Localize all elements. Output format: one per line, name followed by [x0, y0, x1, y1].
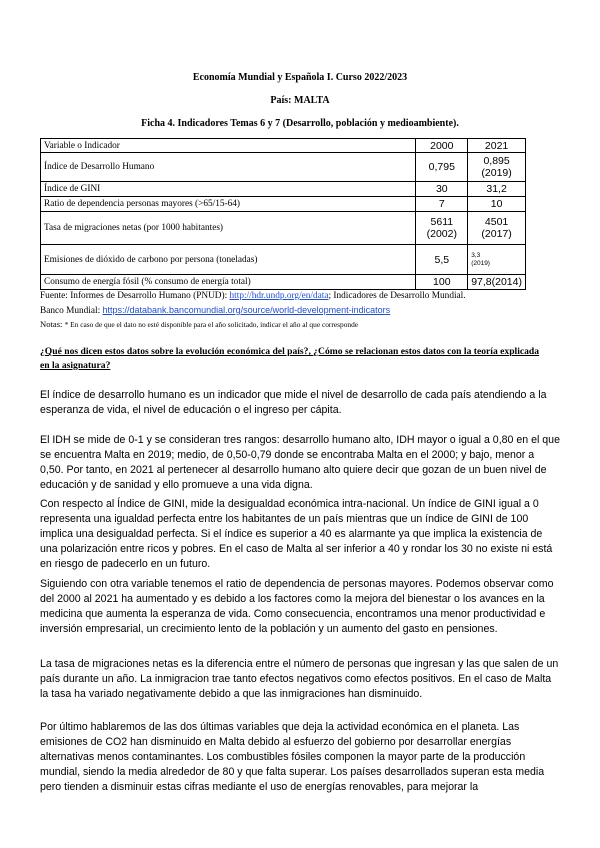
cell-2021	[468, 212, 526, 245]
paragraph: Por último hablaremos de las dos últimas variables que deja la actividad económica en el planeta. Las emisiones de CO2 han disminuido en Malta debido al esfuerzo del gobierno por desarrollar energías alternativas menos contaminantes. Los combustibles fósiles componen la mayor parte de la producción mundial, siendo la media alrededor de 80 y que falta superar. Los países desarrollados superan esta media pero tienden a disminuir estas cifras mediante el uso de energías renovables, para mejorar la	[40, 721, 545, 793]
cell-2000: 7	[416, 197, 468, 212]
cell-2000: 100	[416, 275, 468, 290]
cell-2000-year: (2002)	[426, 228, 457, 240]
source-line-2	[40, 305, 390, 316]
cell-2000: 30	[416, 182, 468, 197]
source-label: Fuente: Informes de Desarrollo Humano (PNUD):	[40, 291, 230, 301]
table-row	[41, 275, 526, 290]
cell-2021-year: (2017)	[481, 228, 512, 240]
paragraph: Con respecto al Índice de GINI, mide la desigualdad económica intra-nacional. Un índice de GINI igual a 0 representa una igualdad perfecta entre los habitantes de un país mientras que un índice de GINI de 100 implica una desigualdad perfecta. Si el índice es superior a 40 es alarmante ya que implica la existencia de una polarización entre ricos y pobres. En el caso de Malta al ser inferior a 40 y rondar los 30 no existe ni está en riesgo de padecerlo en un futuro.	[40, 498, 553, 570]
table-header-row	[41, 139, 526, 153]
notes-text: * En caso de que el dato no esté disponible para el año solicitado, indicar el año al que corresponde	[64, 320, 359, 329]
table-row	[41, 245, 526, 275]
indicators-table	[40, 138, 526, 290]
row-label: Índice de GINI	[41, 182, 416, 197]
table-row	[41, 153, 526, 182]
country-title: País: MALTA	[270, 95, 330, 106]
cell-2021: 31,2	[468, 182, 526, 197]
paragraph: El IDH se mide de 0-1 y se consideran tres rangos: desarrollo humano alto, IDH mayor o igual a 0,80 en el que se encuentra Malta en 2019; medio, de 0,50-0,79 donde se encontraba Malta en el 2000; y bajo, menor a 0,50. Por tanto, en 2021 al pertenecer al desarrollo humano alto quiere decir que gozan de un buen nivel de educación y de sanidad y ello promueve a una vida digna.	[40, 434, 560, 491]
paragraph: El índice de desarrollo humano es un indicador que mide el nivel de desarrollo de cada país atendiendo a la esperanza de vida, el nivel de educación o el ingreso per cápita.	[40, 389, 547, 416]
source-label: Banco Mundial:	[40, 306, 103, 316]
notes-line	[40, 319, 358, 329]
cell-2021-year: (2019)	[481, 167, 512, 179]
table-row	[41, 212, 526, 245]
source-suffix: ; Indicadores de Desarrollo Mundial.	[328, 291, 466, 301]
row-label: Emisiones de dióxido de carbono por persona (toneladas)	[41, 245, 416, 275]
cell-2000-value: 5611	[430, 216, 454, 228]
cell-2021-year: (2019)	[471, 259, 490, 267]
source-line-1	[40, 291, 466, 301]
row-label: Ratio de dependencia personas mayores (>65/15-64)	[41, 197, 416, 212]
cell-2021-value: 3,3	[471, 251, 481, 259]
cell-2021: 97,8(2014)	[468, 275, 526, 290]
cell-2021-value: 0,895	[483, 155, 510, 167]
cell-2021	[468, 245, 526, 275]
header-2000: 2000	[416, 139, 468, 153]
paragraph: Siguiendo con otra variable tenemos el ratio de dependencia de personas mayores. Podemos observar como del 2000 al 2021 ha aumentado y es debido a los factores como la mejora del bienestar o los avances en la medicina que aumenta la esperanza de vida. Como consecuencia, encontramos una menor productividad e inversión empresarial, un crecimiento lento de la población y un aumento del gasto en pensiones.	[40, 578, 554, 635]
header-variable: Variable o Indicador	[41, 139, 416, 153]
cell-2021: 10	[468, 197, 526, 212]
cell-2021-value: 4501	[484, 216, 509, 228]
question-heading: ¿Qué nos dicen estos datos sobre la evolución económica del país?, ¿Cómo se relacionan estos datos con la teoría explicada en la asignatura?	[40, 346, 540, 371]
notes-label: Notas:	[40, 319, 65, 329]
row-label: Consumo de energía fósil (% consumo de energía total)	[41, 275, 416, 290]
table-row	[41, 197, 526, 212]
header-2021: 2021	[468, 139, 526, 153]
sheet-title: Ficha 4. Indicadores Temas 6 y 7 (Desarrollo, población y medioambiente).	[141, 118, 459, 129]
paragraph: La tasa de migraciones netas es la diferencia entre el número de personas que ingresan y las que salen de un país durante un año. La inmigracion trae tanto efectos negativos como efectos positivos. En el caso de Malta la tasa ha variado negativamente debido a que las inmigraciones han disminuido.	[40, 658, 559, 700]
row-label: Índice de Desarrollo Humano	[41, 153, 416, 182]
table-row	[41, 182, 526, 197]
cell-2000: 0,795	[416, 153, 468, 182]
row-label: Tasa de migraciones netas (por 1000 habitantes)	[41, 212, 416, 245]
undp-link[interactable]: http://hdr.undp.org/en/data	[229, 291, 329, 301]
course-title: Economía Mundial y Española I. Curso 2022/2023	[192, 72, 408, 83]
cell-2000: 5,5	[416, 245, 468, 275]
cell-2021	[468, 153, 526, 182]
cell-2000	[416, 212, 468, 245]
worldbank-link[interactable]: https://databank.bancomundial.org/source/world-development-indicators	[102, 305, 391, 315]
